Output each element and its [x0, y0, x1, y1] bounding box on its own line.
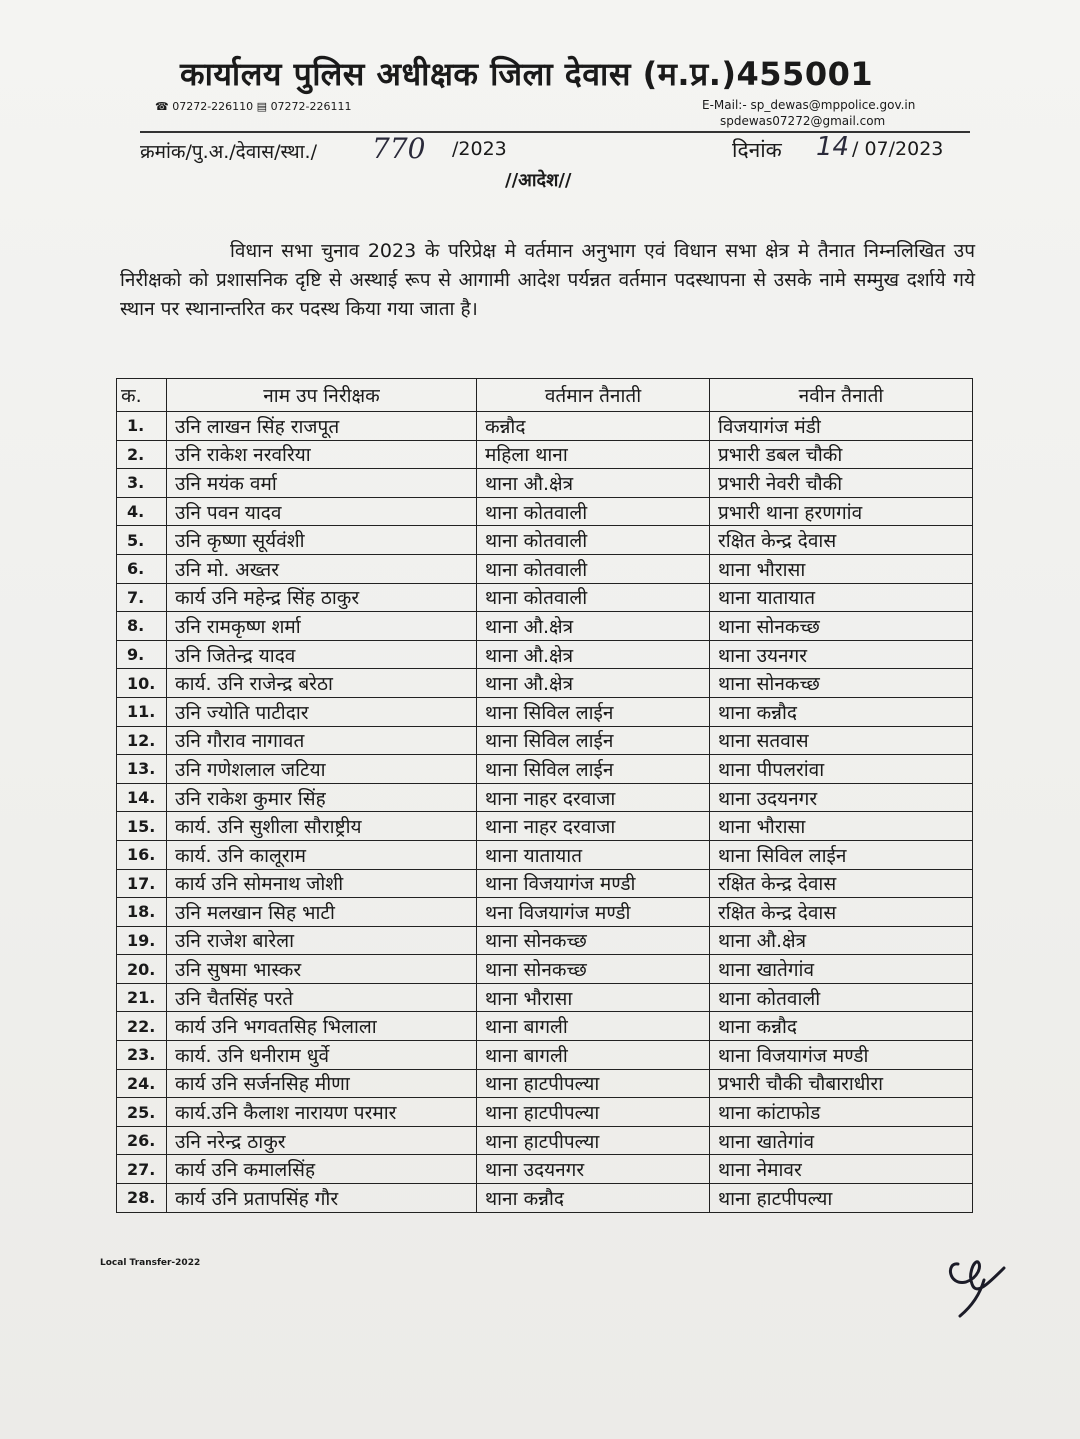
cell-new-posting: रक्षित केन्द्र देवास [710, 898, 973, 927]
table-row [117, 1069, 973, 1098]
cell-serial: 4. [117, 497, 167, 526]
cell-serial: 11. [117, 697, 167, 726]
cell-serial: 8. [117, 612, 167, 641]
order-body-paragraph: विधान सभा चुनाव 2023 के परिप्रेक्ष मे वर्तमान अनुभाग एवं विधान सभा क्षेत्र मे तैनात निम्नलिखित उप निरीक्षको को प्रशासनिक दृष्टि से अस्थाई रूप से आगामी आदेश पर्यन्नत वर्तमान पदस्थापना से उसके नामे सम्मुख दर्शाये गये स्थान पर स्थानान्तरित कर पदस्थ किया गया जाता है। [120, 240, 975, 320]
table-row [117, 983, 973, 1012]
table-row [117, 1184, 973, 1213]
cell-current-posting: थाना यातायात [477, 840, 710, 869]
cell-current-posting: महिला थाना [477, 440, 710, 469]
contact-phone-fax [155, 100, 352, 113]
cell-serial: 25. [117, 1098, 167, 1127]
cell-new-posting: रक्षित केन्द्र देवास [710, 869, 973, 898]
reference-number: 770 [372, 132, 426, 165]
cell-name: कार्य. उनि कालूराम [167, 840, 477, 869]
phone-icon: ☎ [155, 100, 169, 113]
footer-note: Local Transfer-2022 [100, 1258, 201, 1268]
cell-name: उनि कृष्णा सूर्यवंशी [167, 526, 477, 555]
table-row [117, 669, 973, 698]
table-row [117, 412, 973, 441]
table-row [117, 755, 973, 784]
table-row [117, 1012, 973, 1041]
table-row [117, 640, 973, 669]
cell-current-posting: थाना भौरासा [477, 983, 710, 1012]
table-row [117, 869, 973, 898]
cell-serial: 2. [117, 440, 167, 469]
header-serial: क. [117, 379, 167, 412]
cell-new-posting: थाना भौरासा [710, 812, 973, 841]
date-label: दिनांक [732, 138, 782, 162]
table-row [117, 1041, 973, 1070]
cell-current-posting: थाना सोनकच्छ [477, 926, 710, 955]
cell-current-posting: थाना विजयागंज मण्डी [477, 869, 710, 898]
cell-new-posting: थाना उदयनगर [710, 783, 973, 812]
cell-name: उनि लाखन सिंह राजपूत [167, 412, 477, 441]
cell-serial: 6. [117, 554, 167, 583]
cell-name: उनि राकेश कुमार सिंह [167, 783, 477, 812]
cell-name: कार्य. उनि धनीराम धुर्वे [167, 1041, 477, 1070]
cell-current-posting: थाना औ.क्षेत्र [477, 612, 710, 641]
cell-current-posting: थाना उदयनगर [477, 1155, 710, 1184]
cell-current-posting: थाना कोतवाली [477, 583, 710, 612]
fax-icon: ▤ [256, 100, 268, 113]
cell-new-posting: थाना सोनकच्छ [710, 669, 973, 698]
cell-current-posting: थाना बागली [477, 1012, 710, 1041]
transfer-table [116, 378, 973, 1213]
cell-new-posting: रक्षित केन्द्र देवास [710, 526, 973, 555]
cell-new-posting: थाना खातेगांव [710, 1126, 973, 1155]
cell-name: कार्य उनि प्रतापसिंह गौर [167, 1184, 477, 1213]
cell-new-posting: प्रभारी नेवरी चौकी [710, 469, 973, 498]
reference-label: क्रमांक/पु.अ./देवास/स्था./ [140, 141, 317, 163]
table-row [117, 583, 973, 612]
cell-new-posting: प्रभारी चौकी चौबाराधीरा [710, 1069, 973, 1098]
cell-current-posting: थाना हाटपीपल्या [477, 1126, 710, 1155]
cell-name: कार्य उनि कमालसिंह [167, 1155, 477, 1184]
cell-serial: 26. [117, 1126, 167, 1155]
cell-new-posting: थाना भौरासा [710, 554, 973, 583]
cell-current-posting: कन्नौद [477, 412, 710, 441]
table-row [117, 812, 973, 841]
cell-name: उनि मयंक वर्मा [167, 469, 477, 498]
header-current-posting: वर्तमान तैनाती [477, 379, 710, 412]
table-row [117, 440, 973, 469]
cell-new-posting: प्रभारी डबल चौकी [710, 440, 973, 469]
table-row [117, 554, 973, 583]
cell-new-posting: थाना कांटाफोड [710, 1098, 973, 1127]
cell-current-posting: थाना कोतवाली [477, 526, 710, 555]
cell-serial: 10. [117, 669, 167, 698]
office-title: कार्यालय पुलिस अधीक्षक जिला देवास (म.प्र.)455001 [180, 55, 874, 93]
cell-serial: 3. [117, 469, 167, 498]
cell-current-posting: थाना औ.क्षेत्र [477, 640, 710, 669]
cell-name: उनि गणेशलाल जटिया [167, 755, 477, 784]
cell-name: उनि सुषमा भास्कर [167, 955, 477, 984]
cell-current-posting: थाना नाहर दरवाजा [477, 812, 710, 841]
table-row [117, 1126, 973, 1155]
cell-serial: 24. [117, 1069, 167, 1098]
cell-name: उनि राजेश बारेला [167, 926, 477, 955]
cell-serial: 21. [117, 983, 167, 1012]
table-row [117, 898, 973, 927]
cell-serial: 12. [117, 726, 167, 755]
cell-name: उनि मो. अख्तर [167, 554, 477, 583]
cell-name: कार्य उनि सर्जनसिह मीणा [167, 1069, 477, 1098]
table-row [117, 783, 973, 812]
table-row [117, 840, 973, 869]
table-row [117, 526, 973, 555]
cell-serial: 19. [117, 926, 167, 955]
cell-serial: 23. [117, 1041, 167, 1070]
cell-name: कार्य उनि महेन्द्र सिंह ठाकुर [167, 583, 477, 612]
table-row [117, 955, 973, 984]
cell-current-posting: थाना कोतवाली [477, 497, 710, 526]
cell-new-posting: थाना कन्नौद [710, 1012, 973, 1041]
reference-year: /2023 [452, 138, 507, 160]
email-secondary: spdewas07272@gmail.com [720, 114, 886, 128]
header-name: नाम उप निरीक्षक [167, 379, 477, 412]
cell-name: उनि मलखान सिह भाटी [167, 898, 477, 927]
cell-name: उनि गौराव नागावत [167, 726, 477, 755]
cell-new-posting: प्रभारी थाना हरणगांव [710, 497, 973, 526]
cell-serial: 18. [117, 898, 167, 927]
cell-serial: 5. [117, 526, 167, 555]
cell-name: उनि चैतसिंह परते [167, 983, 477, 1012]
cell-name: उनि पवन यादव [167, 497, 477, 526]
cell-new-posting: थाना सोनकच्छ [710, 612, 973, 641]
cell-new-posting: थाना उयनगर [710, 640, 973, 669]
cell-new-posting: थाना सतवास [710, 726, 973, 755]
cell-new-posting: थाना विजयागंज मण्डी [710, 1041, 973, 1070]
signature-mark [938, 1244, 1018, 1324]
cell-name: उनि राकेश नरवरिया [167, 440, 477, 469]
cell-current-posting: थाना कन्नौद [477, 1184, 710, 1213]
email-primary: E-Mail:- sp_dewas@mppolice.gov.in [702, 98, 916, 112]
fax-number: 07272-226111 [270, 100, 352, 113]
header-new-posting: नवीन तैनाती [710, 379, 973, 412]
table-row [117, 726, 973, 755]
cell-current-posting: थाना औ.क्षेत्र [477, 469, 710, 498]
cell-current-posting: थाना नाहर दरवाजा [477, 783, 710, 812]
table-row [117, 612, 973, 641]
cell-new-posting: थाना कन्नौद [710, 697, 973, 726]
cell-current-posting: थाना हाटपीपल्या [477, 1069, 710, 1098]
cell-serial: 14. [117, 783, 167, 812]
table-row [117, 497, 973, 526]
table-row [117, 697, 973, 726]
cell-new-posting: थाना सिविल लाईन [710, 840, 973, 869]
cell-serial: 7. [117, 583, 167, 612]
cell-current-posting: थाना बागली [477, 1041, 710, 1070]
table-row [117, 1098, 973, 1127]
cell-name: कार्य उनि सोमनाथ जोशी [167, 869, 477, 898]
table-row [117, 926, 973, 955]
phone-number: 07272-226110 [172, 100, 254, 113]
cell-new-posting: थाना कोतवाली [710, 983, 973, 1012]
order-heading: //आदेश// [505, 170, 572, 191]
cell-name: कार्य उनि भगवतसिह भिलाला [167, 1012, 477, 1041]
date-day: 14 [816, 132, 850, 162]
cell-new-posting: थाना पीपलरांवा [710, 755, 973, 784]
cell-new-posting: थाना नेमावर [710, 1155, 973, 1184]
cell-name: कार्य. उनि राजेन्द्र बरेठा [167, 669, 477, 698]
cell-new-posting: थाना औ.क्षेत्र [710, 926, 973, 955]
cell-name: उनि ज्योति पाटीदार [167, 697, 477, 726]
table-row [117, 1155, 973, 1184]
cell-name: उनि रामकृष्ण शर्मा [167, 612, 477, 641]
cell-serial: 9. [117, 640, 167, 669]
cell-new-posting: थाना खातेगांव [710, 955, 973, 984]
table-body [117, 412, 973, 1213]
cell-current-posting: थाना सोनकच्छ [477, 955, 710, 984]
cell-current-posting: थाना सिविल लाईन [477, 726, 710, 755]
table-row [117, 469, 973, 498]
cell-serial: 27. [117, 1155, 167, 1184]
cell-serial: 1. [117, 412, 167, 441]
date-month-year: / 07/2023 [852, 138, 944, 160]
cell-current-posting: थाना हाटपीपल्या [477, 1098, 710, 1127]
cell-name: उनि जितेन्द्र यादव [167, 640, 477, 669]
cell-serial: 20. [117, 955, 167, 984]
cell-current-posting: थाना कोतवाली [477, 554, 710, 583]
reference-row [140, 134, 950, 166]
table-header-row [117, 379, 973, 412]
cell-name: उनि नरेन्द्र ठाकुर [167, 1126, 477, 1155]
cell-new-posting: थाना यातायात [710, 583, 973, 612]
cell-serial: 15. [117, 812, 167, 841]
cell-new-posting: विजयागंज मंडी [710, 412, 973, 441]
cell-current-posting: थाना औ.क्षेत्र [477, 669, 710, 698]
cell-current-posting: थना विजयागंज मण्डी [477, 898, 710, 927]
contact-email [702, 97, 915, 129]
cell-serial: 13. [117, 755, 167, 784]
cell-current-posting: थाना सिविल लाईन [477, 697, 710, 726]
cell-serial: 17. [117, 869, 167, 898]
cell-new-posting: थाना हाटपीपल्या [710, 1184, 973, 1213]
cell-serial: 28. [117, 1184, 167, 1213]
cell-current-posting: थाना सिविल लाईन [477, 755, 710, 784]
cell-serial: 22. [117, 1012, 167, 1041]
cell-name: कार्य.उनि कैलाश नारायण परमार [167, 1098, 477, 1127]
cell-name: कार्य. उनि सुशीला सौराष्ट्रीय [167, 812, 477, 841]
cell-serial: 16. [117, 840, 167, 869]
